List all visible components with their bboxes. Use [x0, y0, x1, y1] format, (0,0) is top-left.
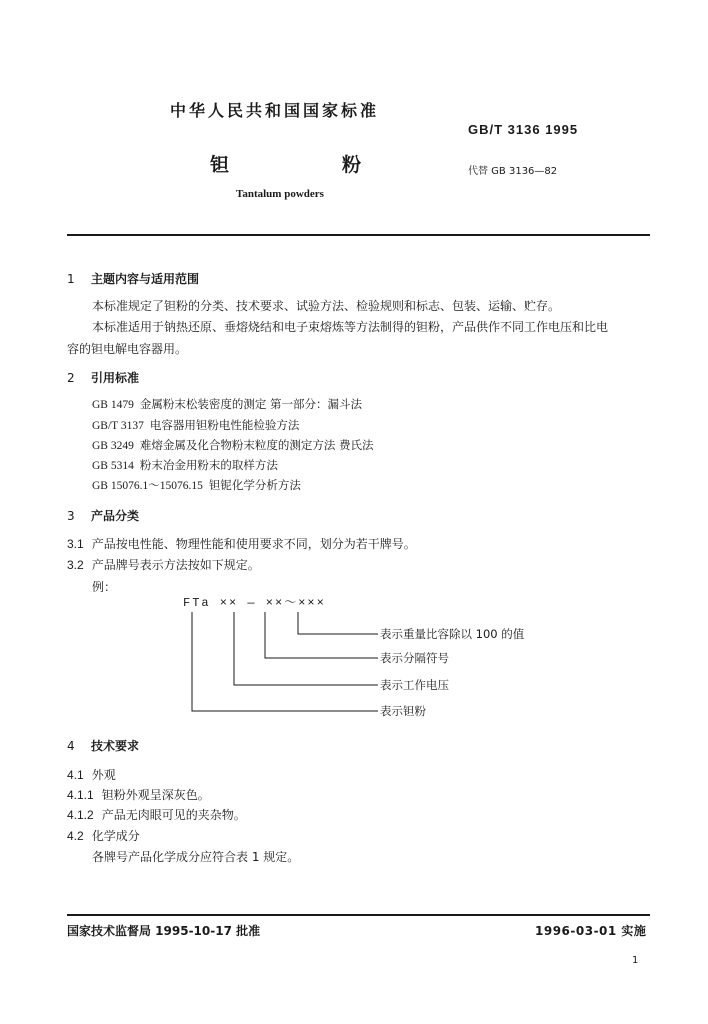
clause-3-1: 3.1 产品按电性能、物理性能和使用要求不同，划分为若干牌号。: [67, 537, 416, 551]
section-1-para-2-cont: 容的钽电解电容器用。: [67, 342, 188, 356]
page-number: 1: [632, 955, 639, 966]
brand-code-diagram: [170, 588, 380, 718]
brand-code-pattern: FTa ×× — ××～×××: [183, 596, 326, 610]
diagram-label: 表示钽粉: [380, 704, 426, 718]
section-1-para-2: 本标准适用于钠热还原、垂熔烧结和电子束熔炼等方法制得的钽粉，产品供作不同工作电压和比电: [92, 320, 609, 334]
leader-line-tantalum-powder: [192, 612, 378, 711]
title-char-2: 粉: [342, 154, 362, 176]
clause-4-1-2: 4.1.2 产品无肉眼可见的夹杂物。: [67, 808, 246, 822]
reference-item: GB 1479 金属粉末松装密度的测定 第一部分：漏斗法: [92, 397, 363, 411]
leader-line-working-voltage: [234, 612, 378, 685]
standard-number: GB/T 3136 1995: [468, 122, 579, 137]
header-rule: [67, 234, 650, 236]
leader-line-specific-capacitance: [298, 612, 378, 634]
section-1-para-1: 本标准规定了钽粉的分类、技术要求、试验方法、检验规则和标志、包装、运输、贮存。: [92, 299, 561, 313]
diagram-label: 表示重量比容除以 100 的值: [380, 627, 525, 641]
title-char-1: 钽: [210, 154, 230, 176]
english-title: Tantalum powders: [236, 188, 324, 200]
footer-rule: [67, 914, 650, 916]
diagram-label: 表示工作电压: [380, 678, 449, 692]
clause-3-2: 3.2 产品牌号表示方法按如下规定。: [67, 558, 260, 572]
clause-4-2-para: 各牌号产品化学成分应符合表 1 规定。: [92, 850, 300, 864]
leader-line-separator: [265, 612, 378, 658]
reference-item: GB 5314 粉末冶金用粉末的取样方法: [92, 458, 278, 472]
reference-item: GB/T 3137 电容器用钽粉电性能检验方法: [92, 418, 300, 432]
section-1-heading: 1 主题内容与适用范围: [67, 272, 200, 286]
diagram-label: 表示分隔符号: [380, 651, 449, 665]
section-4-heading: 4 技术要求: [67, 739, 140, 753]
example-label: 例：: [92, 580, 117, 594]
replaces-note: 代替 GB 3136—82: [468, 166, 558, 177]
issuing-body: 中华人民共和国国家标准: [170, 101, 380, 120]
clause-4-2: 4.2 化学成分: [67, 829, 140, 843]
reference-item: GB 3249 难熔金属及化合物粉末粒度的测定方法 费氏法: [92, 438, 374, 452]
effective-date: 1996-03-01 实施: [535, 924, 647, 938]
clause-4-1: 4.1 外观: [67, 768, 116, 782]
approval-date: 国家技术监督局 1995-10-17 批准: [67, 924, 261, 938]
clause-4-1-1: 4.1.1 钽粉外观呈深灰色。: [67, 788, 210, 802]
section-2-heading: 2 引用标准: [67, 371, 140, 385]
section-3-heading: 3 产品分类: [67, 509, 140, 523]
reference-item: GB 15076.1～15076.15 钽铌化学分析方法: [92, 478, 301, 492]
